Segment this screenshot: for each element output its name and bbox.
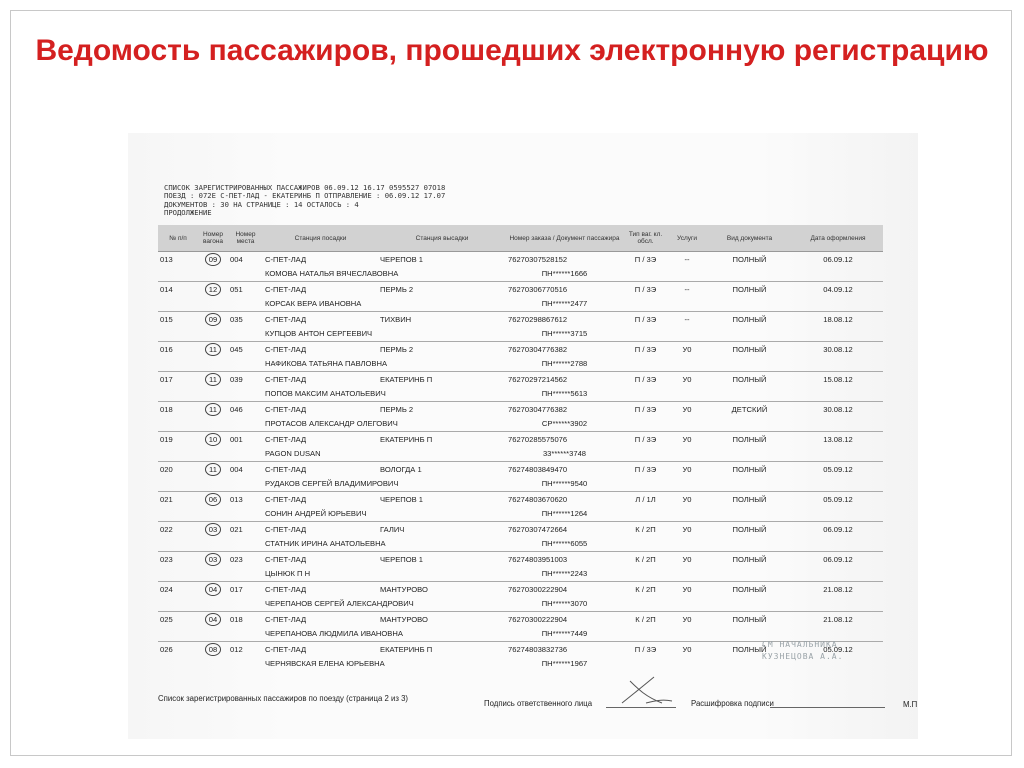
table-row [158,522,883,537]
car-cell [198,522,228,537]
car-cell [198,462,228,477]
car-cell [198,642,228,657]
document-kind: ПОЛНЫЙ [706,312,793,327]
to-station: ЧЕРЕПОВ 1 [378,252,506,267]
table-row-detail [158,266,883,282]
passenger-name: СТАТНИК ИРИНА АНАТОЛЬЕВНА [265,539,386,548]
footer-caption: Список зарегистрированных пассажиров по поезду (страница 2 из 3) [158,694,409,703]
car-type: П / 3Э [623,432,668,447]
car-number: 04 [205,583,221,596]
passenger-document: ПН******9540 [541,479,588,488]
issue-date: 30.08.12 [793,342,883,357]
from-station: С-ПЕТ-ЛАД [263,462,378,477]
document-kind: ПОЛНЫЙ [706,372,793,387]
table-row [158,492,883,507]
to-station: ПЕРМЬ 2 [378,342,506,357]
from-station: С-ПЕТ-ЛАД [263,612,378,627]
car-type: К / 2П [623,522,668,537]
services: У0 [668,492,706,507]
order-number: 76270306770516 [506,282,623,297]
table-row [158,612,883,627]
row-number: 025 [158,612,198,627]
passenger-document: ПН******1967 [541,659,588,668]
row-number: 024 [158,582,198,597]
table-row-detail [158,356,883,372]
from-station: С-ПЕТ-ЛАД [263,282,378,297]
car-number: 11 [205,373,221,386]
car-number: 09 [205,313,221,326]
stamp-line: КУЗНЕЦОВА А.А. [762,652,844,661]
row-number: 019 [158,432,198,447]
seat-number: 045 [228,342,263,357]
car-number: 04 [205,613,221,626]
table-row [158,282,883,297]
car-cell [198,372,228,387]
issue-date: 05.09.12 [793,492,883,507]
services: У0 [668,342,706,357]
passenger-name: ЧЕРЕПАНОВ СЕРГЕЙ АЛЕКСАНДРОВИЧ [265,599,414,608]
passenger-document: ПН******1666 [541,269,588,278]
passenger-document: ПН******3070 [541,599,588,608]
seat-number: 023 [228,552,263,567]
car-type: К / 2П [623,552,668,567]
header-line: СПИСОК ЗАРЕГИСТРИРОВАННЫХ ПАССАЖИРОВ 06.09.12 16.17 0595527 07О18 [164,183,446,192]
car-cell [198,252,228,267]
passenger-name: ЧЕРЕПАНОВА ЛЮДМИЛА ИВАНОВНА [265,629,403,638]
spacer [623,566,883,582]
seat-number: 021 [228,522,263,537]
car-cell [198,402,228,417]
spacer [158,566,263,582]
from-station: С-ПЕТ-ЛАД [263,312,378,327]
to-station: МАНТУРОВО [378,612,506,627]
seat-number: 051 [228,282,263,297]
table-row-detail [158,476,883,492]
spacer [158,536,263,552]
services: У0 [668,612,706,627]
car-type: П / 3Э [623,312,668,327]
passenger-name: ПОПОВ МАКСИМ АНАТОЛЬЕВИЧ [265,389,386,398]
document-kind: ПОЛНЫЙ [706,492,793,507]
stamp [762,639,843,663]
from-station: С-ПЕТ-ЛАД [263,582,378,597]
table-row-detail [158,446,883,462]
from-station: С-ПЕТ-ЛАД [263,522,378,537]
spacer [158,326,263,342]
spacer [623,326,883,342]
order-number: 76270304776382 [506,402,623,417]
to-station: ТИХВИН [378,312,506,327]
spacer [158,296,263,312]
seat-number: 004 [228,252,263,267]
signature-line [606,707,676,708]
services: У0 [668,402,706,417]
order-number: 76270285575076 [506,432,623,447]
table-row-detail [158,416,883,432]
passenger-name: ПРОТАСОВ АЛЕКСАНДР ОЛЕГОВИЧ [265,419,398,428]
passenger-document: ПН******3715 [541,329,588,338]
car-number: 06 [205,493,221,506]
passenger-document: ПН******2243 [541,569,588,578]
car-type: Л / 1Л [623,492,668,507]
passenger-document: ПН******7449 [541,629,588,638]
document-kind: ПОЛНЫЙ [706,582,793,597]
row-number: 015 [158,312,198,327]
issue-date: 04.09.12 [793,282,883,297]
issue-date: 13.08.12 [793,432,883,447]
car-number: 11 [205,343,221,356]
row-number: 014 [158,282,198,297]
passenger-document: ПН******2788 [541,359,588,368]
from-station: С-ПЕТ-ЛАД [263,552,378,567]
car-cell [198,612,228,627]
spacer [158,476,263,492]
passenger-name: РУДАКОВ СЕРГЕЙ ВЛАДИМИРОВИЧ [265,479,399,488]
col-header: Услуги [668,225,706,252]
from-station: С-ПЕТ-ЛАД [263,642,378,657]
spacer [158,356,263,372]
document-kind: ПОЛНЫЙ [706,282,793,297]
row-number: 020 [158,462,198,477]
table-row-detail [158,326,883,342]
car-number: 08 [205,643,221,656]
passenger-name: КОМОВА НАТАЛЬЯ ВЯЧЕСЛАВОВНА [265,269,399,278]
row-number: 021 [158,492,198,507]
car-type: П / 3Э [623,642,668,657]
car-cell [198,552,228,567]
car-number: 11 [205,403,221,416]
table-row-detail [158,536,883,552]
col-header: Номер вагона [198,225,228,252]
table-row [158,462,883,477]
document-kind: ПОЛНЫЙ [706,552,793,567]
decode-line [770,707,885,708]
col-header: Станция посадки [263,225,378,252]
table-header-row [158,225,883,252]
spacer [158,416,263,432]
car-type: П / 3Э [623,282,668,297]
order-number: 76274803670620 [506,492,623,507]
to-station: ЧЕРЕПОВ 1 [378,552,506,567]
to-station: ВОЛОГДА 1 [378,462,506,477]
from-station: С-ПЕТ-ЛАД [263,252,378,267]
to-station: ЕКАТЕРИНБ П [378,642,506,657]
col-header: № п/п [158,225,198,252]
car-number: 11 [205,463,221,476]
row-number: 016 [158,342,198,357]
passenger-table [158,225,883,671]
seat-number: 004 [228,462,263,477]
table-row-detail [158,596,883,612]
issue-date: 15.08.12 [793,372,883,387]
spacer [623,626,883,642]
passenger-name: PAGON DUSAN [265,449,321,458]
spacer [623,506,883,522]
car-cell [198,432,228,447]
table-row [158,432,883,447]
services: У0 [668,372,706,387]
spacer [623,296,883,312]
header-line: ПОЕЗД : 072Е С-ПЕТ-ЛАД - ЕКАТЕРИНБ П ОТПРАВЛЕНИЕ : 06.09.12 17.07 [164,191,446,201]
table-row [158,552,883,567]
header-line: ДОКУМЕНТОВ : 30 НА СТРАНИЦЕ : 14 ОСТАЛОСЬ : 4 [164,199,359,209]
to-station: ЕКАТЕРИНБ П [378,372,506,387]
car-number: 03 [205,523,221,536]
table-row-detail [158,566,883,582]
document-kind: ПОЛНЫЙ [706,642,793,657]
document-kind: ПОЛНЫЙ [706,612,793,627]
table-row [158,582,883,597]
document-kind: ПОЛНЫЙ [706,522,793,537]
slide-title: Ведомость пассажиров, прошедших электронную регистрацию [35,34,989,67]
car-type: П / 3Э [623,402,668,417]
issue-date: 05.09.12 [793,462,883,477]
row-number: 013 [158,252,198,267]
order-number: 76270300222904 [506,612,623,627]
car-type: П / 3Э [623,252,668,267]
services: У0 [668,552,706,567]
document-kind: ДЕТСКИЙ [706,402,793,417]
scanned-document [128,133,918,739]
passenger-name: ЦЫНЮК П Н [265,569,311,578]
car-cell [198,492,228,507]
seat-number: 039 [228,372,263,387]
services: -- [668,282,706,297]
services: -- [668,312,706,327]
col-header: Станция высадки [378,225,506,252]
services: -- [668,252,706,267]
signature-scribble [616,673,676,709]
table-row-detail [158,386,883,402]
issue-date: 30.08.12 [793,402,883,417]
issue-date: 06.09.12 [793,552,883,567]
document-kind: ПОЛНЫЙ [706,432,793,447]
car-cell [198,582,228,597]
services: У0 [668,432,706,447]
col-header: Дата оформления [793,225,883,252]
car-type: П / 3Э [623,342,668,357]
to-station: ПЕРМЬ 2 [378,282,506,297]
row-number: 026 [158,642,198,657]
table-row [158,312,883,327]
spacer [158,506,263,522]
seat-number: 046 [228,402,263,417]
issue-date: 18.08.12 [793,312,883,327]
spacer [623,356,883,372]
spacer [623,416,883,432]
passenger-document: 33******3748 [542,449,587,458]
passenger-name: ЧЕРНЯВСКАЯ ЕЛЕНА ЮРЬЕВНА [265,659,385,668]
issue-date: 05.09.12 [793,642,883,657]
from-station: С-ПЕТ-ЛАД [263,432,378,447]
services: У0 [668,582,706,597]
seat-number: 012 [228,642,263,657]
col-header: Тип ваг. кл. обсл. [623,225,668,252]
spacer [623,476,883,492]
issue-date: 06.09.12 [793,252,883,267]
passenger-document: ПН******2477 [541,299,588,308]
mp-label: М.П [903,700,918,709]
car-cell [198,342,228,357]
stamp-line: СМ НАЧАЛЬНИКА [762,640,838,649]
from-station: С-ПЕТ-ЛАД [263,402,378,417]
order-number: 76274803849470 [506,462,623,477]
seat-number: 001 [228,432,263,447]
seat-number: 035 [228,312,263,327]
services: У0 [668,462,706,477]
car-cell [198,282,228,297]
spacer [623,446,883,462]
seat-number: 013 [228,492,263,507]
passenger-document: ПН******1264 [541,509,588,518]
to-station: ЕКАТЕРИНБ П [378,432,506,447]
to-station: ГАЛИЧ [378,522,506,537]
spacer [623,266,883,282]
spacer [158,446,263,462]
decode-label: Расшифровка подписи [691,699,774,708]
row-number: 018 [158,402,198,417]
from-station: С-ПЕТ-ЛАД [263,372,378,387]
col-header: Номер заказа / Документ пассажира [506,225,623,252]
document-kind: ПОЛНЫЙ [706,462,793,477]
car-cell [198,312,228,327]
to-station: ПЕРМЬ 2 [378,402,506,417]
car-type: П / 3Э [623,462,668,477]
spacer [158,266,263,282]
order-number: 76270307472664 [506,522,623,537]
seat-number: 018 [228,612,263,627]
car-number: 03 [205,553,221,566]
passenger-name: КОРСАК ВЕРА ИВАНОВНА [265,299,362,308]
car-type: К / 2П [623,582,668,597]
col-header: Номер места [228,225,263,252]
row-number: 023 [158,552,198,567]
issue-date: 21.08.12 [793,582,883,597]
passenger-document: СР******3902 [541,419,588,428]
passenger-name: НАФИКОВА ТАТЬЯНА ПАВЛОВНА [265,359,388,368]
order-number: 76274803951003 [506,552,623,567]
spacer [158,656,263,671]
car-type: К / 2П [623,612,668,627]
row-number: 017 [158,372,198,387]
order-number: 76270297214562 [506,372,623,387]
spacer [158,386,263,402]
col-header: Вид документа [706,225,793,252]
from-station: С-ПЕТ-ЛАД [263,342,378,357]
spacer [623,596,883,612]
seat-number: 017 [228,582,263,597]
row-number: 022 [158,522,198,537]
car-type: П / 3Э [623,372,668,387]
spacer [158,626,263,642]
passenger-name: СОНИН АНДРЕЙ ЮРЬЕВИЧ [265,509,367,518]
order-number: 76270300222904 [506,582,623,597]
car-number: 09 [205,253,221,266]
spacer [623,536,883,552]
table-row [158,342,883,357]
order-number: 76270307528152 [506,252,623,267]
passenger-document: ПН******6055 [541,539,588,548]
header-line: ПРОДОЛЖЕНИЕ [164,208,212,218]
order-number: 76270298867612 [506,312,623,327]
document-kind: ПОЛНЫЙ [706,342,793,357]
car-number: 12 [205,283,221,296]
document-kind: ПОЛНЫЙ [706,252,793,267]
table-row-detail [158,296,883,312]
order-number: 76274803832736 [506,642,623,657]
services: У0 [668,522,706,537]
passenger-document: ПН******5613 [541,389,588,398]
to-station: ЧЕРЕПОВ 1 [378,492,506,507]
table-row [158,402,883,417]
issue-date: 06.09.12 [793,522,883,537]
spacer [623,656,883,671]
table-row [158,372,883,387]
from-station: С-ПЕТ-ЛАД [263,492,378,507]
table-row-detail [158,506,883,522]
spacer [623,386,883,402]
document-header [164,184,445,218]
table-row [158,252,883,267]
order-number: 76270304776382 [506,342,623,357]
issue-date: 21.08.12 [793,612,883,627]
passenger-name: КУПЦОВ АНТОН СЕРГЕЕВИЧ [265,329,373,338]
spacer [158,596,263,612]
to-station: МАНТУРОВО [378,582,506,597]
car-number: 10 [205,433,221,446]
signature-label: Подпись ответственного лица [484,699,593,708]
services: У0 [668,642,706,657]
